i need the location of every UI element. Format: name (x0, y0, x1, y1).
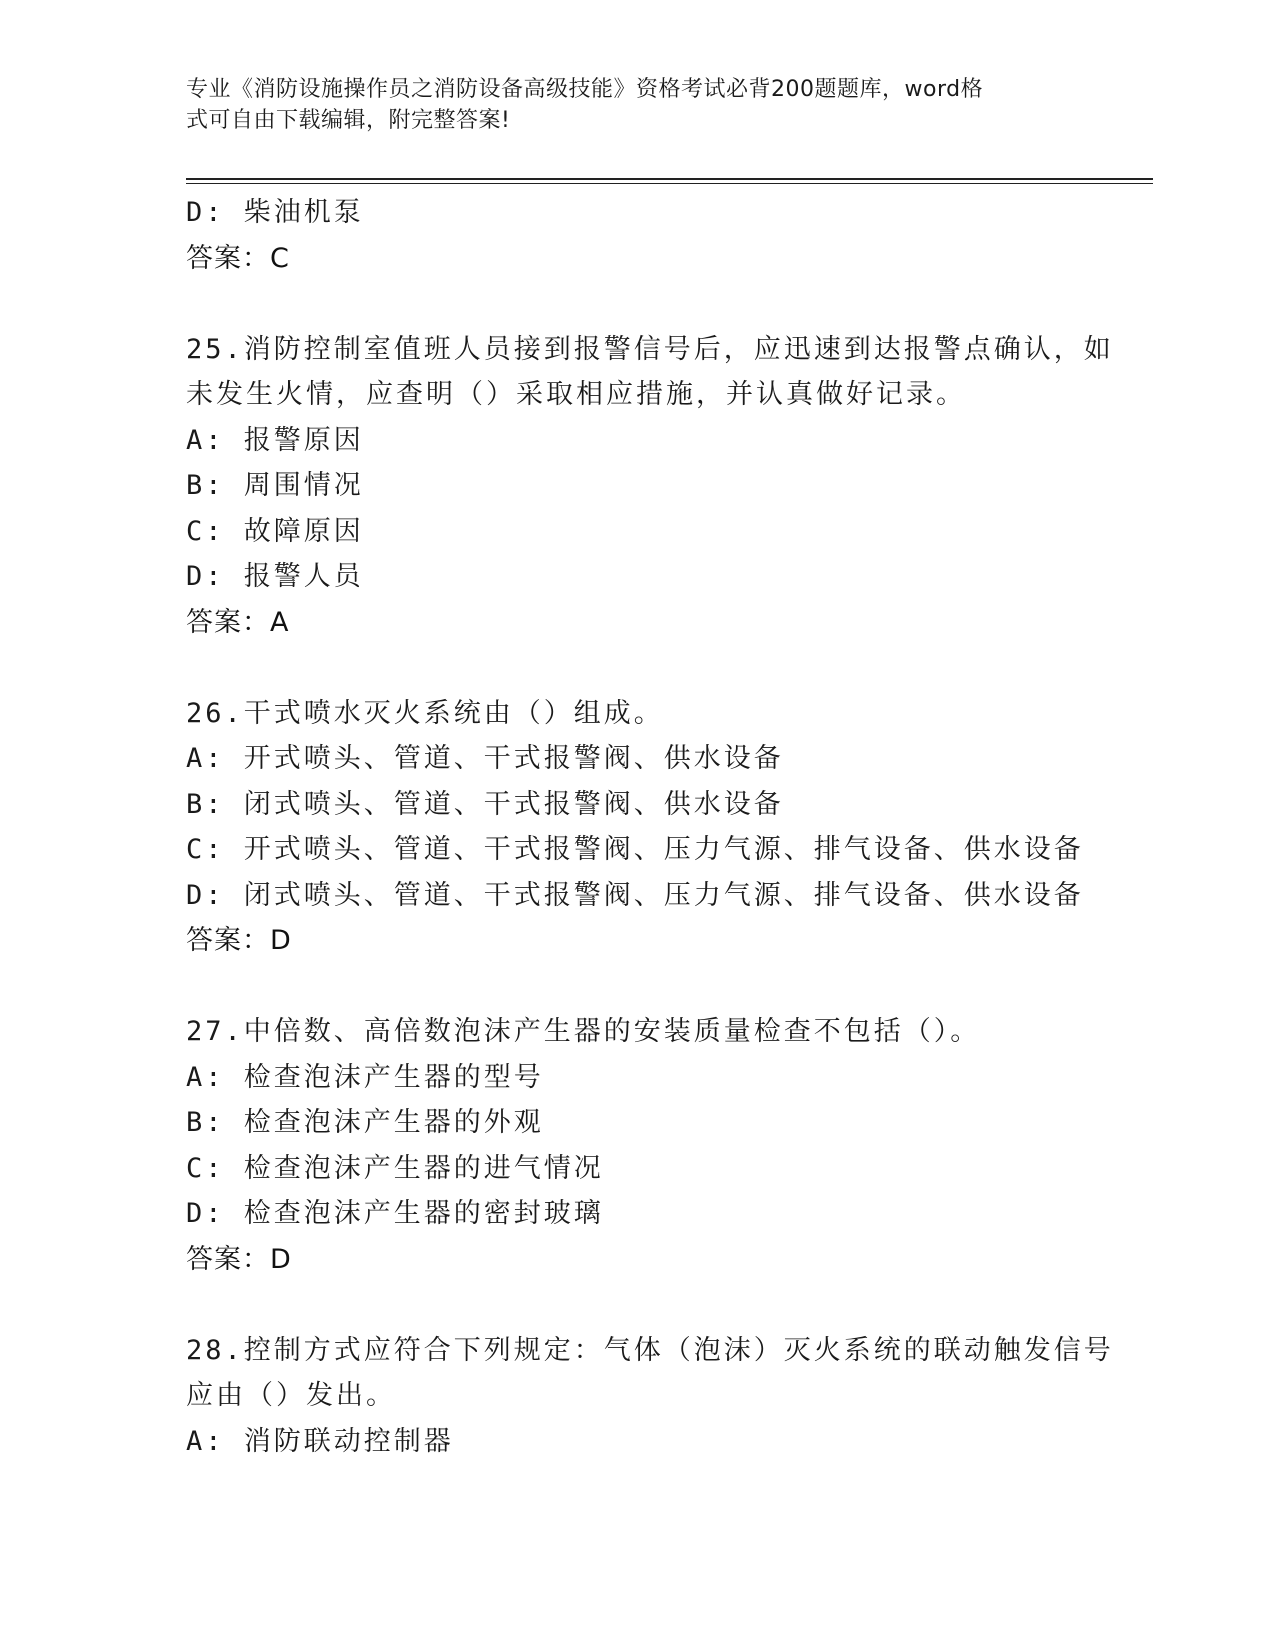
answer-line: 答案：D (186, 925, 292, 956)
option-b: B: 周围情况 (186, 470, 364, 501)
option-d: D: 报警人员 (186, 561, 364, 592)
option-d: D: 柴油机泵 (186, 197, 364, 228)
question-stem: 27.中倍数、高倍数泡沫产生器的安装质量检查不包括（）。 (186, 1016, 981, 1047)
answer-line: 答案：D (186, 1243, 292, 1275)
question-stem: 26.干式喷水灭火系统由（）组成。 (186, 697, 664, 729)
option-d: D: 闭式喷头、管道、干式报警阀、压力气源、排气设备、供水设备 (186, 879, 1084, 911)
question-stem: 25.消防控制室值班人员接到报警信号后，应迅速到达报警点确认，如 (186, 333, 1114, 365)
spacer (186, 1282, 1086, 1328)
option-d: D: 检查泡沫产生器的密封玻璃 (186, 1198, 604, 1229)
option-c: C: 检查泡沫产生器的进气情况 (186, 1152, 604, 1184)
option-c: C: 故障原因 (186, 515, 364, 547)
question-28 (186, 1328, 1114, 1465)
spacer (186, 281, 1086, 327)
answer-line: 答案：C (186, 242, 290, 274)
question-list (186, 190, 1114, 1464)
header-divider-thick (186, 178, 1153, 180)
question-stem-continued: 应由（）发出。 (186, 1380, 396, 1411)
question-stem-continued: 未发生火情，应查明（）采取相应措施，并认真做好记录。 (186, 379, 966, 410)
spacer (186, 964, 1086, 1010)
header-line-2: 式可自由下载编辑，附完整答案! (186, 108, 511, 133)
question-25 (186, 327, 1114, 646)
answer-line: 答案：A (186, 606, 290, 638)
spacer (186, 645, 1086, 691)
option-a: A: 开式喷头、管道、干式报警阀、供水设备 (186, 743, 784, 774)
option-a: A: 检查泡沫产生器的型号 (186, 1061, 544, 1093)
option-a: A: 消防联动控制器 (186, 1425, 454, 1457)
page-header (186, 74, 1066, 136)
header-divider-thin (186, 183, 1153, 184)
question-26 (186, 691, 1086, 964)
option-a: A: 报警原因 (186, 424, 364, 456)
option-b: B: 检查泡沫产生器的外观 (186, 1107, 544, 1138)
option-c: C: 开式喷头、管道、干式报警阀、压力气源、排气设备、供水设备 (186, 834, 1084, 865)
header-line-1: 专业《消防设施操作员之消防设备高级技能》资格考试必背200题题库，word格 (186, 77, 984, 102)
question-27 (186, 1009, 1086, 1282)
option-b: B: 闭式喷头、管道、干式报警阀、供水设备 (186, 788, 784, 820)
question-stem: 28.控制方式应符合下列规定：气体（泡沫）灭火系统的联动触发信号 (186, 1334, 1114, 1366)
